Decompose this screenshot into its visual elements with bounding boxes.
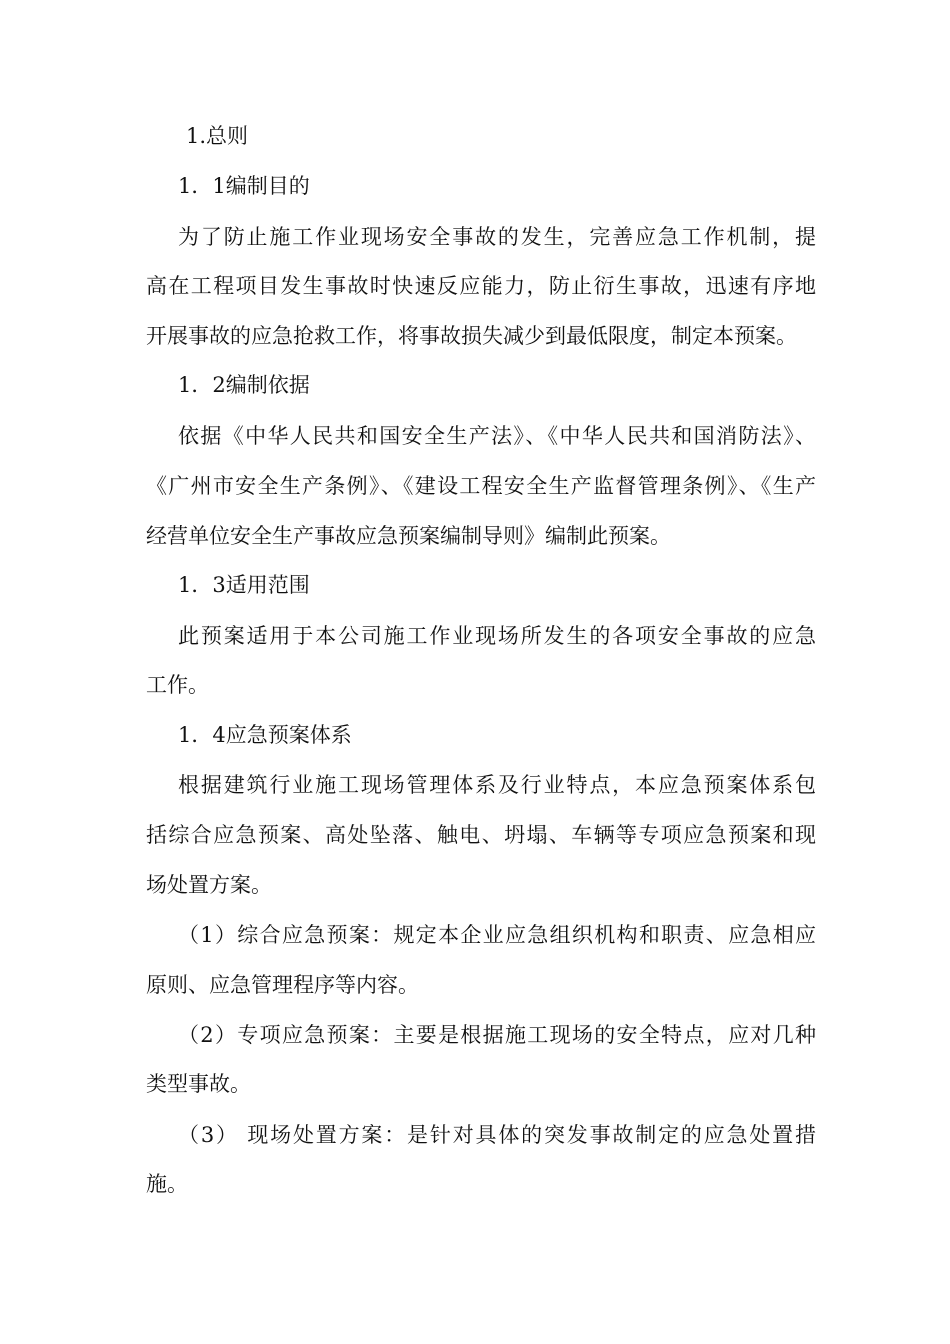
subsection-heading-scope: 1．3适用范围: [178, 573, 310, 597]
section-heading-general: 1.总则: [186, 124, 249, 148]
paragraph-line: 此预案适用于本公司施工作业现场所发生的各项安全事故的应急: [178, 624, 816, 648]
paragraph-line: 《广州市安全生产条例》、《建设工程安全生产监督管理条例》、《生产: [146, 474, 816, 498]
paragraph-line: 场处置方案。: [146, 873, 272, 897]
list-item-line: （3） 现场处置方案：是针对具体的突发事故制定的应急处置措: [178, 1123, 816, 1147]
list-item-line: （1）综合应急预案：规定本企业应急组织机构和职责、应急相应: [178, 923, 816, 947]
subsection-heading-system: 1．4应急预案体系: [178, 723, 352, 747]
list-item-line: 类型事故。: [146, 1072, 251, 1096]
list-item-line: 施。: [146, 1172, 188, 1196]
subsection-heading-basis: 1．2编制依据: [178, 373, 310, 397]
paragraph-line: 高在工程项目发生事故时快速反应能力，防止衍生事故，迅速有序地: [146, 274, 816, 298]
paragraph-line: 根据建筑行业施工现场管理体系及行业特点，本应急预案体系包: [178, 773, 816, 797]
paragraph-line: 开展事故的应急抢救工作，将事故损失减少到最低限度，制定本预案。: [146, 324, 797, 348]
paragraph-line: 经营单位安全生产事故应急预案编制导则》编制此预案。: [146, 524, 671, 548]
paragraph-line: 依据《中华人民共和国安全生产法》、《中华人民共和国消防法》、: [178, 424, 816, 448]
subsection-heading-purpose: 1．1编制目的: [178, 174, 310, 198]
list-item-line: 原则、应急管理程序等内容。: [146, 973, 419, 997]
paragraph-line: 括综合应急预案、高处坠落、触电、坍塌、车辆等专项应急预案和现: [146, 823, 816, 847]
paragraph-line: 工作。: [146, 673, 209, 697]
paragraph-line: 为了防止施工作业现场安全事故的发生，完善应急工作机制，提: [178, 225, 816, 249]
list-item-line: （2）专项应急预案：主要是根据施工现场的安全特点，应对几种: [178, 1023, 816, 1047]
